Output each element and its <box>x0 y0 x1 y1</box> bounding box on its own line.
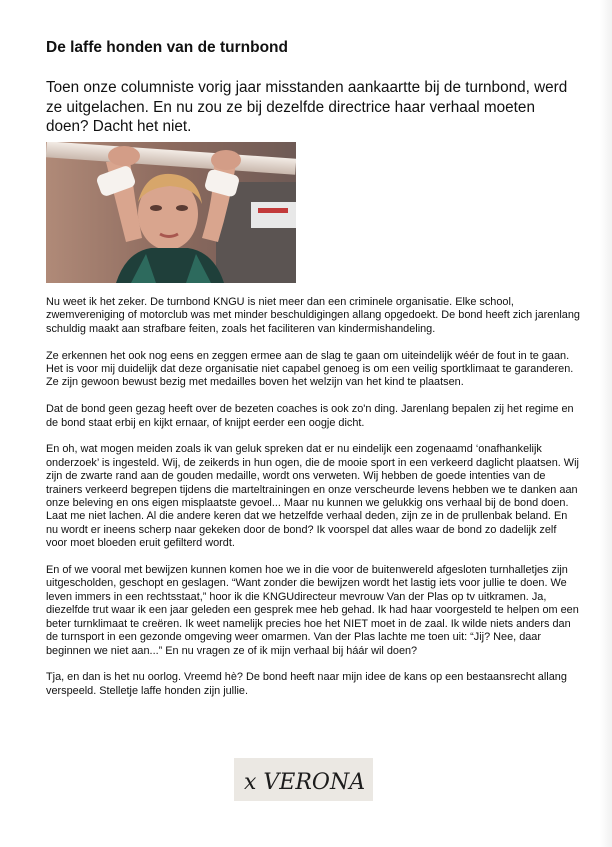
paragraph: Ze erkennen het ook nog eens en zeggen ermee aan de slag te gaan om uiteindelijk wéér de fout in te gaan. Het is voor mij duidelijk dat deze organisatie niet capabel genoeg is om een veilig sportklimaat te garanderen. Ze zijn gewoon bewust bezig met medailles boven het welzijn van het kind te plaatsen. <box>46 349 574 389</box>
paragraph: Dat de bond geen gezag heeft over de bezeten coaches is ook zo'n ding. Jarenlang bepalen zij het regime en de bond staat erbij en kijkt ernaar, of knijpt eerder een oogje dicht. <box>46 403 574 429</box>
paragraph: Tja, en dan is het nu oorlog. Vreemd hè? De bond heeft naar mijn idee de kans op een bestaansrecht allang verspeeld. Stelletje laffe honden zijn jullie. <box>46 671 567 697</box>
gymnast-photo <box>46 142 296 283</box>
article-title: De laffe honden van de turnbond <box>46 39 288 56</box>
page-edge <box>600 0 612 847</box>
signature-image <box>234 758 373 801</box>
paragraph: En of we vooral met bewijzen kunnen komen hoe we in die voor de buitenwereld afgesloten turnhalletjes zijn uitgescholden, geschopt en geslagen. “Want zonder die bewijzen wordt het lastig iets voor jullie te doen. We leven immers in een rechtsstaat,” hoor ik die KNGUdirecteur mevrouw Van der Plas op tv uitkramen. Ja, diezelfde trut waar ik een jaar geleden een gesprek mee heb gehad. Ik had haar voorgesteld te helpen om een beter turnklimaat te creëren. Ik weet namelijk precies hoe het NIET moet in de zaal. Ik wilde niets anders dan de turnsport in een gezonde omgeving weer omarmen. Van der Plas lachte me toen uit: “Jij? Nee, daar beginnen we niet aan...” En nu vragen ze of ik mijn verhaal bij háár wil doen? <box>46 564 579 657</box>
paragraph: En oh, wat mogen meiden zoals ik van geluk spreken dat er nu eindelijk een zogenaamd ‘onafhankelijk onderzoek’ is ingesteld. Wij, de zeikerds in hun ogen, die de mooie sport in een verkeerd daglicht plaatsen. Wij zijn de zwarte rand aan de gouden medaille, wordt ons verweten. Wij hebben de goede intenties van de trainers verkeerd begrepen tijdens die marteltrainingen en onze verscheurde levens hebben we te danken aan onze beleving en ons eigen misplaatste gevoel... Maar nu kunnen we gelukkig ons verhaal bij de bond doen. Laat me niet lachen. Al die andere keren dat we hetzelfde verhaal deden, zijn ze in de prullenbak beland. En nu wordt er ineens scherp naar gekeken door de bond? Ik voorspel dat alles waar de bond zo dadelijk zelf voor moet bloeden eruit gefilterd wordt. <box>46 443 579 550</box>
paragraph: Nu weet ik het zeker. De turnbond KNGU is niet meer dan een criminele organisatie. Elke school, zwemvereniging of motorclub was met minder beschuldigingen allang opgedoekt. De bond heeft zich jarenlang schuldig maakt aan strafbare feiten, zoals het faciliteren van kindermishandeling. <box>46 296 580 335</box>
signature-text: x VERONA <box>244 770 366 795</box>
article-lead: Toen onze columniste vorig jaar misstanden aankaartte bij de turnbond, werd ze uitgelachen. En nu zou ze bij dezelfde directrice haar verhaal moeten doen? Dacht het niet. <box>46 79 568 135</box>
article-body <box>46 296 580 712</box>
